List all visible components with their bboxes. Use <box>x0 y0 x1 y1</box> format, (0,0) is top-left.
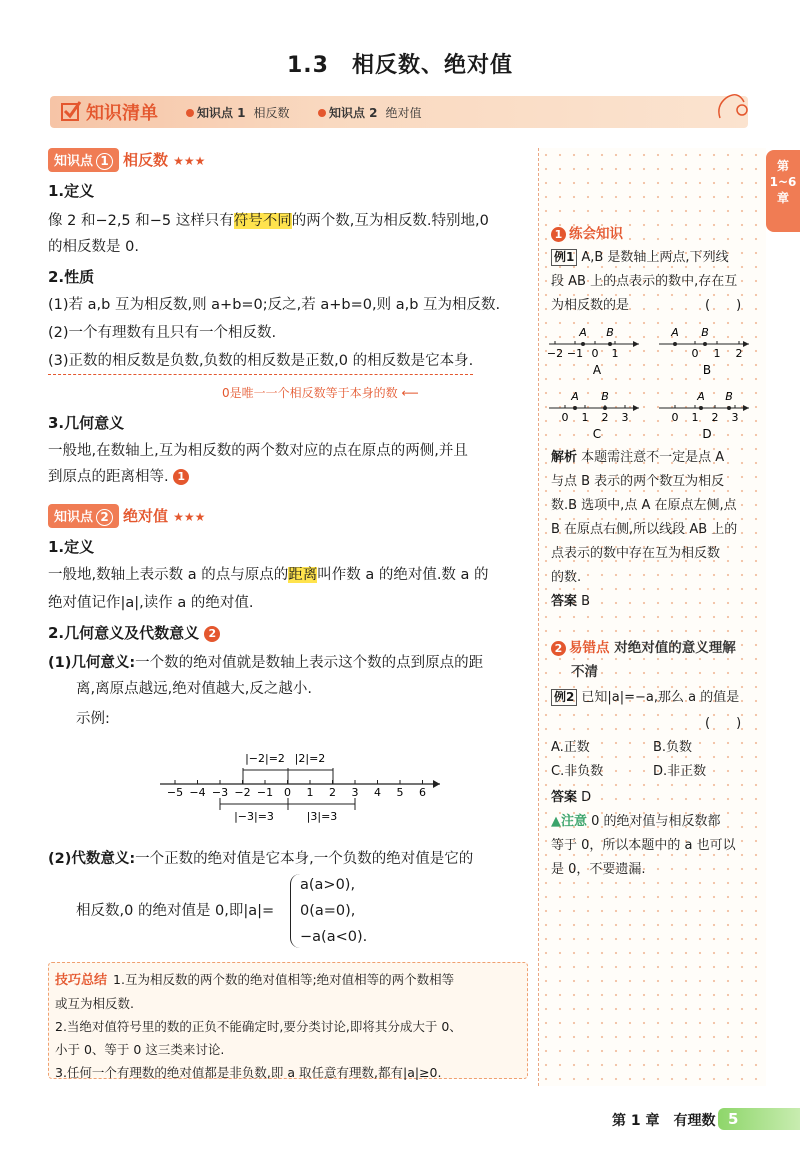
banner-title: 知识清单 <box>86 103 158 124</box>
tick-label: 0 <box>284 786 291 799</box>
tip-2a: 2.当绝对值符号里的数的正负不能确定时,要分类讨论,即将其分成大于 0、 <box>55 1019 462 1034</box>
kp1-handwritten-note: 0是唯一一个相反数等于本身的数 ⟵ <box>222 386 419 400</box>
tick-label: −1 <box>566 347 584 360</box>
tip-2b: 小于 0、等于 0 这三类来讨论. <box>55 1042 225 1057</box>
case-2: 0(a=0), <box>300 903 356 919</box>
note-line3: 是 0，不要遗漏. <box>551 862 646 877</box>
ex1-line3: 为相反数的是 <box>551 298 630 313</box>
option-c-label: C <box>592 427 602 440</box>
ex1-paren: ( ) <box>705 298 742 313</box>
svg-text:A: A <box>697 390 705 403</box>
arrow-left-icon: ⟵ <box>401 386 419 400</box>
option-c-line <box>547 384 647 440</box>
kp1-title: 相反数 <box>123 151 169 169</box>
banner-kp1: 知识点 1 相反数 <box>186 104 290 121</box>
kp1-geo-text2: 到原点的距离相等. 1 <box>48 464 189 490</box>
svg-text:B: B <box>601 390 609 403</box>
analysis-6: 的数. <box>551 570 582 585</box>
kp1-prop2: (2)一个有理数有且只有一个相反数. <box>48 325 277 341</box>
ref-marker: 2 <box>204 626 220 642</box>
tick-label: 0 <box>561 411 569 424</box>
bullet-icon <box>186 109 194 117</box>
tick-label: 0 <box>691 347 699 360</box>
kp2-alg-line2: 相反数,0 的绝对值是 0,即|a|= <box>76 903 275 919</box>
answer-1: 答案 B <box>551 594 591 609</box>
kp1-prop1: (1)若 a,b 互为相反数,则 a+b=0;反之,若 a+b=0,则 a,b 互为相反数. <box>48 297 501 313</box>
tick-label: 1 <box>691 411 699 424</box>
kp2-title: 绝对值 <box>123 507 169 525</box>
kp2-alg-line1: (2)代数意义:一个正数的绝对值是它本身,一个负数的绝对值是它的 <box>48 851 474 867</box>
tick-label: −3 <box>211 786 229 799</box>
ex1-line1: 例1 A,B 是数轴上两点,下列线 <box>551 246 729 269</box>
tick-label: −4 <box>189 786 206 799</box>
tick-label: 2 <box>711 411 719 424</box>
checkmark-icon <box>60 100 82 122</box>
chapter-side-tab[interactable]: 第1~6章 <box>766 150 800 232</box>
kp1-heading <box>48 148 205 172</box>
tick-label: −5 <box>166 786 184 799</box>
tick-label: −2 <box>234 786 251 799</box>
note-line2: 等于 0，所以本题中的 a 也可以 <box>551 838 736 853</box>
kp1-def-text2: 的相反数是 0. <box>48 239 139 255</box>
ex2-paren: ( ) <box>705 716 742 731</box>
banner-kp2: 知识点 2 绝对值 <box>318 104 422 121</box>
kp1-def-text: 像 2 和−2,5 和−5 这样只有符号不同的两个数,互为相反数.特别地,0 <box>48 213 489 229</box>
page-number: 5 <box>718 1108 800 1130</box>
kp2-stars: ★★★ <box>173 510 206 524</box>
analysis-4: B 在原点右侧,所以线段 AB 上的 <box>551 522 738 537</box>
ex2-opt-a: A.正数 <box>551 740 590 755</box>
svg-text:A: A <box>571 390 579 403</box>
page-title: 1.3 相反数、绝对值 <box>287 53 513 78</box>
tip-1a: 技巧总结 1.互为相反数的两个数的绝对值相等;绝对值相等的两个数相等 <box>55 972 455 988</box>
kp1-geo-heading: 3.几何意义 <box>48 414 125 432</box>
svg-text:A: A <box>579 326 587 339</box>
tick-label: −1 <box>256 786 274 799</box>
ex2-opt-d: D.非正数 <box>653 764 707 779</box>
tips-box <box>48 962 528 1079</box>
kp2-def-text2: 绝对值记作|a|,读作 a 的绝对值. <box>48 595 254 611</box>
case-3: −a(a<0). <box>300 929 368 945</box>
number-line-ticks <box>167 780 426 799</box>
nl-bottom-label-2: |3|=3 <box>306 810 338 823</box>
tip-1b: 或互为相反数. <box>55 996 134 1011</box>
tick-label: 3 <box>621 411 629 424</box>
kp1-geo-text1: 一般地,在数轴上,互为相反数的两个数对应的点在原点的两侧,并且 <box>48 443 468 459</box>
number-line <box>155 740 445 830</box>
tick-label: 1 <box>611 347 619 360</box>
ex2-line: 例2 已知|a|=−a,那么 a 的值是 <box>551 686 739 709</box>
tick-label: 2 <box>329 786 336 799</box>
tick-label: 1 <box>581 411 589 424</box>
tick-label: 1 <box>306 786 314 799</box>
tick-label: −2 <box>547 347 564 360</box>
option-b-line <box>657 320 757 376</box>
svg-text:B: B <box>606 326 614 339</box>
kp2-example-label: 示例: <box>76 711 110 727</box>
note-line1: ▲注意 0 的绝对值与相反数都 <box>551 814 721 829</box>
kp2-geo-line1: (1)几何意义:一个数的绝对值就是数轴上表示这个数的点到原点的距 <box>48 655 484 671</box>
tick-label: 6 <box>419 786 426 799</box>
warning-icon: ▲ <box>551 814 561 829</box>
tick-label: 5 <box>396 786 404 799</box>
sec1-heading: 1 练会知识 <box>551 222 623 242</box>
tip-3: 3.任何一个有理数的绝对值都是非负数,即 a 取任意有理数,都有|a|≥0. <box>55 1065 442 1080</box>
kp1-prop3: (3)正数的相反数是负数,负数的相反数是正数,0 的相反数是它本身. <box>48 348 473 375</box>
tick-label: 2 <box>601 411 609 424</box>
option-a-label: A <box>592 363 602 376</box>
tick-label: 0 <box>591 347 599 360</box>
kp2-def-text: 一般地,数轴上表示数 a 的点与原点的距离叫作数 a 的绝对值.数 a 的 <box>48 567 489 583</box>
ex2-opt-c: C.非负数 <box>551 764 604 779</box>
kp1-stars: ★★★ <box>173 154 206 168</box>
tick-label: 1 <box>713 347 721 360</box>
analysis-3: 数.B 选项中,点 A 在原点左侧,点 <box>551 498 737 513</box>
ex1-line2: 段 AB 上的点表示的数中,存在互 <box>551 274 738 289</box>
analysis-5: 点表示的数中存在互为相反数 <box>551 546 721 561</box>
tick-label: 4 <box>374 786 381 799</box>
option-a-line <box>547 320 647 376</box>
kp1-prop-heading: 2.性质 <box>48 268 95 286</box>
analysis-2: 与点 B 表示的两个数互为相反 <box>551 474 725 489</box>
ref-marker: 1 <box>173 469 189 485</box>
footer-chapter: 第 1 章 有理数 <box>612 1113 716 1129</box>
tick-label: 0 <box>671 411 679 424</box>
option-d-label: D <box>702 427 712 440</box>
bullet-icon <box>318 109 326 117</box>
svg-text:B: B <box>725 390 733 403</box>
sec2-heading-2: 不清 <box>571 664 598 680</box>
kp2-tag: 知识点 2 <box>48 504 119 528</box>
kp2-heading <box>48 504 205 528</box>
option-b-label: B <box>702 363 712 376</box>
sec2-heading: 2 易错点 对绝对值的意义理解 <box>551 636 736 656</box>
option-d-line <box>657 384 757 440</box>
kp1-tag: 知识点 1 <box>48 148 119 172</box>
right-sidebar <box>538 148 766 1086</box>
case-1: a(a>0), <box>300 877 356 893</box>
kp2-meaning-heading: 2.几何意义及代数意义 2 <box>48 622 220 643</box>
analysis-1: 解析 本题需注意不一定是点 A <box>551 450 725 465</box>
nl-top-label-2: |2|=2 <box>294 752 326 765</box>
nl-top-label-1: |−2|=2 <box>245 752 285 765</box>
tick-label: 3 <box>731 411 739 424</box>
nl-bottom-label-1: |−3|=3 <box>234 810 274 823</box>
kp1-def-heading: 1.定义 <box>48 182 95 200</box>
ex2-opt-b: B.负数 <box>653 740 693 755</box>
kp2-def-heading: 1.定义 <box>48 538 95 556</box>
kp2-geo-line2: 离,离原点越远,绝对值越大,反之越小. <box>76 681 312 697</box>
svg-text:B: B <box>701 326 709 339</box>
answer-2: 答案 D <box>551 790 592 805</box>
tick-label: 3 <box>351 786 359 799</box>
tick-label: 2 <box>735 347 743 360</box>
bulb-icon <box>714 88 748 126</box>
knowledge-banner <box>50 96 748 128</box>
svg-text:A: A <box>671 326 679 339</box>
